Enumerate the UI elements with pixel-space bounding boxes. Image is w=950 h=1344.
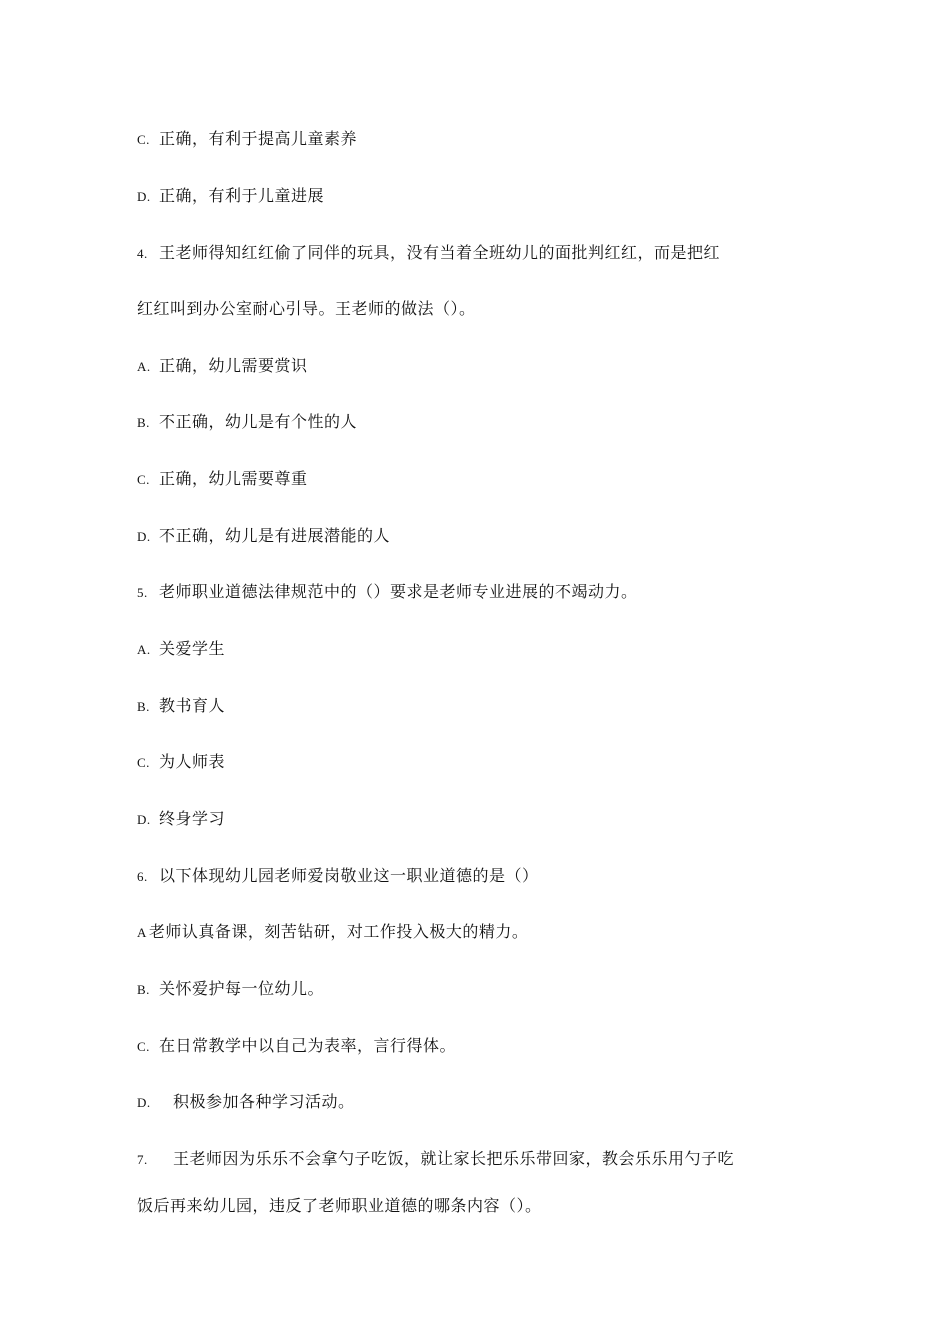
option-a-q6 xyxy=(137,922,528,943)
option-b-q4 xyxy=(137,412,357,433)
option-label: B. xyxy=(137,415,150,430)
option-label: D. xyxy=(137,189,151,204)
option-b-q6 xyxy=(137,979,324,1000)
option-c-q4 xyxy=(137,469,308,490)
option-text: 老师认真备课，刻苦钻研，对工作投入极大的精力。 xyxy=(148,922,529,941)
option-d-q5 xyxy=(137,809,225,830)
question-text: 红红叫到办公室耐心引导。王老师的做法（）。 xyxy=(137,299,476,318)
option-b-q5 xyxy=(137,696,225,717)
option-a-q4 xyxy=(137,356,308,377)
option-text: 不正确，幼儿是有进展潜能的人 xyxy=(159,526,391,545)
option-text: 不正确，幼儿是有个性的人 xyxy=(159,412,358,431)
option-d-q6 xyxy=(137,1092,355,1113)
option-a-q5 xyxy=(137,639,225,660)
option-label: C. xyxy=(137,132,150,147)
question-6 xyxy=(137,866,539,887)
option-d-q4 xyxy=(137,526,390,547)
option-label: A xyxy=(137,925,147,940)
option-text: 终身学习 xyxy=(159,809,226,828)
question-text: 以下体现幼儿园老师爱岗敬业这一职业道德的是（） xyxy=(159,866,539,885)
option-text: 正确，幼儿需要赏识 xyxy=(159,356,308,375)
option-text: 在日常教学中以自己为表率，言行得体。 xyxy=(159,1036,457,1055)
option-text: 正确，幼儿需要尊重 xyxy=(159,469,308,488)
option-label: C. xyxy=(137,472,150,487)
question-number: 6. xyxy=(137,869,148,884)
option-label: A. xyxy=(137,642,151,657)
question-number: 5. xyxy=(137,585,148,600)
option-d-q3 xyxy=(137,186,324,207)
question-7-continued xyxy=(137,1196,542,1216)
option-text: 正确，有利于提高儿童素养 xyxy=(159,129,358,148)
question-text: 老师职业道德法律规范中的（）要求是老师专业进展的不竭动力。 xyxy=(159,582,638,601)
question-text: 王老师因为乐乐不会拿勺子吃饭，就让家长把乐乐带回家，教会乐乐用勺子吃 xyxy=(173,1149,735,1168)
option-c-q3 xyxy=(137,129,357,150)
question-number: 7. xyxy=(137,1152,148,1167)
option-c-q6 xyxy=(137,1036,456,1057)
option-text: 关怀爱护每一位幼儿。 xyxy=(159,979,325,998)
option-label: B. xyxy=(137,699,150,714)
question-text: 饭后再来幼儿园，违反了老师职业道德的哪条内容（）。 xyxy=(137,1196,542,1215)
question-4-continued xyxy=(137,299,476,319)
option-label: B. xyxy=(137,982,150,997)
option-text: 关爱学生 xyxy=(159,639,226,658)
question-number: 4. xyxy=(137,246,148,261)
question-5 xyxy=(137,582,638,603)
option-text: 为人师表 xyxy=(159,752,226,771)
option-label: A. xyxy=(137,359,151,374)
question-7 xyxy=(137,1149,734,1170)
option-label: C. xyxy=(137,755,150,770)
option-text: 教书育人 xyxy=(159,696,226,715)
option-label: C. xyxy=(137,1039,150,1054)
option-label: D. xyxy=(137,1095,151,1110)
option-c-q5 xyxy=(137,752,225,773)
option-label: D. xyxy=(137,529,151,544)
option-label: D. xyxy=(137,812,151,827)
question-text: 王老师得知红红偷了同伴的玩具，没有当着全班幼儿的面批判红红，而是把红 xyxy=(159,243,721,262)
question-4 xyxy=(137,243,720,264)
option-text: 积极参加各种学习活动。 xyxy=(173,1092,355,1111)
option-text: 正确，有利于儿童进展 xyxy=(159,186,325,205)
